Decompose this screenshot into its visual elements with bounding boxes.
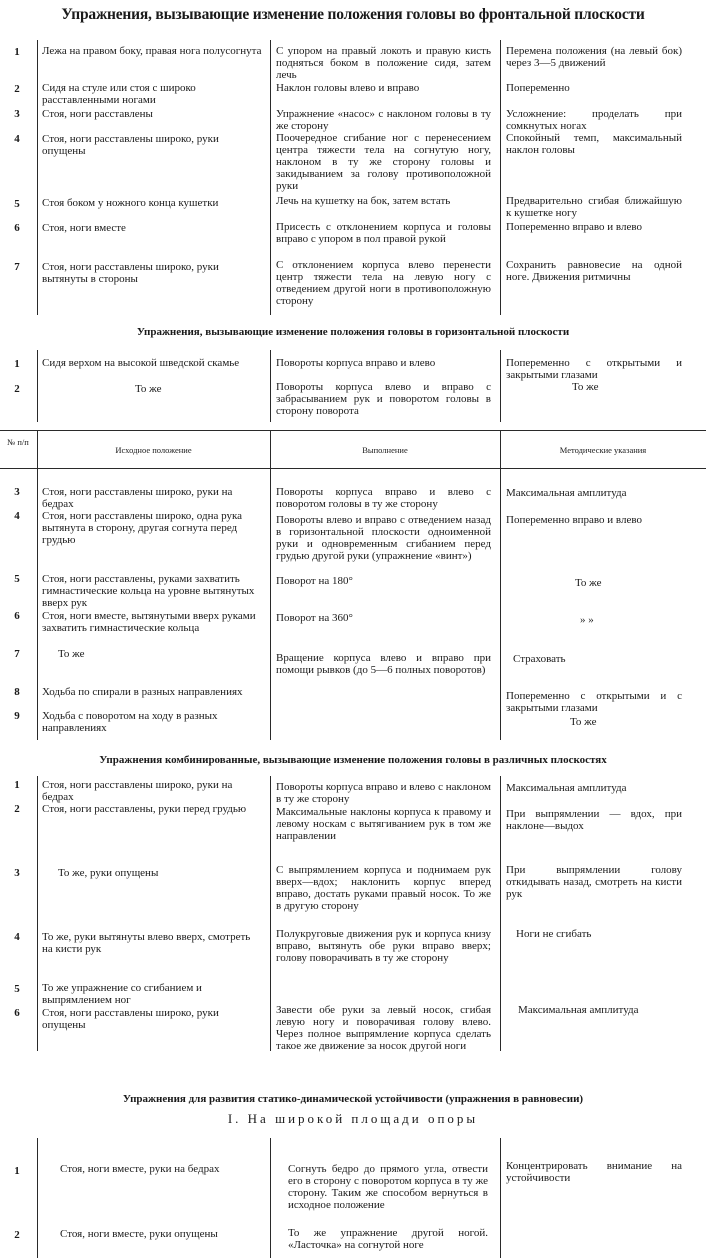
cell-execution: С отклонением корпуса влево перенести центр тяжести тела на левую ногу с отведением другой ноги в противоположную сторону [276, 259, 491, 307]
cell-initial-position: Стоя, ноги расставлены, руками захватить гимнастические кольца на уровне вытянутых вверх рук [42, 573, 255, 609]
column-divider [500, 350, 501, 422]
header-number: № п/п [7, 437, 29, 447]
cell-method-notes: При выпрямлении — вдох, при наклоне—выдох [506, 808, 682, 832]
row-number: 8 [14, 686, 20, 698]
cell-initial-position: Стоя, ноги расставлены широко, руки опущены [42, 133, 219, 157]
column-divider [270, 350, 271, 422]
cell-execution: Повороты корпуса вправо и влево с поворотом головы в ту же сторону [276, 486, 491, 510]
cell-method-notes: Спокойный темп, максимальный наклон головы [506, 132, 682, 156]
cell-execution: Лечь на кушетку на бок, затем встать [276, 195, 451, 207]
cell-method-notes: То же [575, 577, 602, 589]
cell-initial-position: Стоя, ноги вместе [42, 222, 126, 234]
row-number: 4 [14, 931, 20, 943]
row-number: 5 [14, 573, 20, 585]
cell-initial-position: Стоя, ноги вместе, руки опущены [60, 1228, 218, 1240]
cell-initial-position: Стоя, ноги вместе, вытянутыми вверх руками захватить гимнастические кольца [42, 610, 256, 634]
row-number: 4 [14, 510, 20, 522]
column-divider [500, 40, 501, 315]
row-number: 2 [14, 803, 20, 815]
cell-execution: Максимальные наклоны корпуса к правому и левому носкам с вытягиванием рук в том же направлении [276, 806, 491, 842]
cell-initial-position: Стоя боком у ножного конца кушетки [42, 197, 219, 209]
cell-method-notes: Усложнение: проделать при сомкнутых ногах [506, 108, 682, 132]
column-divider [270, 468, 271, 740]
cell-method-notes: Попеременно вправо и влево [506, 221, 642, 233]
row-number: 5 [14, 198, 20, 210]
cell-execution: Поворот на 180° [276, 575, 353, 587]
row-number: 2 [14, 83, 20, 95]
header-initial-position: Исходное положение [115, 445, 192, 455]
cell-execution: Присесть с отклонением корпуса и головы вправо с упором в пол правой рукой [276, 221, 491, 245]
section-title: Упражнения, вызывающие изменение положения головы в горизонтальной плоскости [136, 326, 570, 338]
cell-execution: Вращение корпуса влево и вправо при помощи рывков (до 5—6 полных поворотов) [276, 652, 491, 676]
cell-initial-position: Стоя, ноги расставлены [42, 108, 153, 120]
column-divider [270, 40, 271, 315]
cell-execution: С упором на правый локоть и правую кисть подняться боком в положение сидя, затем лечь [276, 45, 491, 81]
cell-initial-position: То же, руки опущены [58, 867, 159, 879]
cell-initial-position: То же [58, 648, 85, 660]
cell-initial-position: Стоя, ноги расставлены широко, руки на бедрах [42, 779, 233, 803]
cell-execution: Полукруговые движения рук и корпуса книзу вправо, вытянуть обе руки вправо вверх; голову поворачивать в ту же сторону [276, 928, 491, 964]
cell-method-notes: Попеременно вправо и влево [506, 514, 642, 526]
column-divider [270, 776, 271, 1051]
row-number: 1 [14, 779, 20, 791]
cell-method-notes: То же [572, 381, 599, 393]
cell-initial-position: Ходьба по спирали в разных направлениях [42, 686, 243, 698]
cell-method-notes: Попеременно с открытыми и с закрытыми глазами [506, 690, 682, 714]
row-number: 2 [14, 383, 20, 395]
row-number: 1 [14, 46, 20, 58]
row-number: 6 [14, 1007, 20, 1019]
row-number: 7 [14, 648, 20, 660]
cell-initial-position: Стоя, ноги вместе, руки на бедрах [60, 1163, 220, 1175]
page-title: Упражнения, вызывающие изменение положения головы во фронтальной плоскости [61, 6, 645, 23]
cell-method-notes: Сохранить равновесие на одной ноге. Движения ритмичны [506, 259, 682, 283]
header-method-notes: Методические указания [559, 445, 647, 455]
cell-method-notes: Максимальная амплитуда [506, 782, 627, 794]
cell-method-notes: Максимальная амплитуда [518, 1004, 639, 1016]
cell-initial-position: То же, руки вытянуты влево вверх, смотреть на кисти рук [42, 931, 251, 955]
cell-method-notes: То же [570, 716, 597, 728]
cell-method-notes: Попеременно с открытыми и закрытыми глазами [506, 357, 682, 381]
row-number: 6 [14, 222, 20, 234]
row-number: 1 [14, 358, 20, 370]
section-subtitle: I. На широкой площади опоры [227, 1111, 479, 1126]
section-title: Упражнения комбинированные, вызывающие изменение положения головы в различных плоскостях [99, 754, 607, 766]
column-divider [37, 1138, 38, 1258]
cell-execution: Поворот на 360° [276, 612, 353, 624]
cell-execution: Завести обе руки за левый носок, сгибая левую ногу и поворачивая голову влево. Через полное выпрямление корпуса сделать такое же движение за носок другой ноги [276, 1004, 491, 1052]
column-divider [500, 1138, 501, 1258]
header-execution: Выполнение [362, 445, 408, 455]
cell-initial-position: Лежа на правом боку, правая нога полусогнута [42, 45, 262, 57]
row-number: 4 [14, 133, 20, 145]
cell-initial-position: Сидя на стуле или стоя с широко расставленными ногами [42, 82, 196, 106]
cell-initial-position: Стоя, ноги расставлены широко, руки опущены [42, 1007, 219, 1031]
column-divider [37, 776, 38, 1051]
table-header-top-border [0, 430, 706, 431]
cell-execution: С выпрямлением корпуса и поднимаем рук вверх—вдох; наклонить корпус вперед вправо, достать руками правый носок. То же в другую сторону [276, 864, 491, 912]
row-number: 5 [14, 983, 20, 995]
cell-method-notes: Страховать [513, 653, 566, 665]
cell-initial-position: Стоя, ноги расставлены широко, руки на бедрах [42, 486, 233, 510]
cell-execution: Упражнение «насос» с наклоном головы в ту же сторону [276, 108, 491, 132]
row-number: 6 [14, 610, 20, 622]
cell-initial-position: То же [135, 383, 162, 395]
cell-method-notes: Перемена положения (на левый бок) через 3—5 движений [506, 45, 682, 69]
cell-execution: Повороты влево и вправо с отведением назад в горизонтальной плоскости одноименной руки и одновременным сгибанием перед грудью другой руки (упражнение «винт») [276, 514, 491, 562]
row-number: 2 [14, 1229, 20, 1241]
section-title: Упражнения для развития статико-динамической устойчивости (упражнения в равновесии) [122, 1093, 584, 1105]
cell-execution: Повороты корпуса вправо и влево с наклоном в ту же сторону [276, 781, 491, 805]
column-divider [37, 350, 38, 422]
cell-initial-position: Стоя, ноги расставлены, руки перед грудью [42, 803, 247, 815]
cell-execution: Повороты корпуса вправо и влево [276, 357, 436, 369]
cell-initial-position: Ходьба с поворотом на ходу в разных направлениях [42, 710, 218, 734]
cell-method-notes: » » [580, 614, 594, 626]
cell-execution: Согнуть бедро до прямого угла, отвести его в сторону с поворотом корпуса в ту же сторону. Таким же способом вернуться в исходное положение [288, 1163, 488, 1211]
column-divider [37, 40, 38, 315]
cell-method-notes: При выпрямлении голову откидывать назад, смотреть на кисти рук [506, 864, 682, 900]
table-header-bottom-border [0, 468, 706, 469]
cell-execution: То же упражнение другой ногой. «Ласточка» на согнутой ноге [288, 1227, 488, 1251]
cell-initial-position: Стоя, ноги расставлены широко, руки вытянуты в стороны [42, 261, 219, 285]
row-number: 3 [14, 108, 20, 120]
column-divider [500, 776, 501, 1051]
cell-method-notes: Предварительно сгибая ближайшую к кушетке ногу [506, 195, 682, 219]
cell-method-notes: Максимальная амплитуда [506, 487, 627, 499]
cell-initial-position: Стоя, ноги расставлены широко, одна рука вытянута в сторону, другая согнута перед грудью [42, 510, 243, 546]
row-number: 3 [14, 867, 20, 879]
cell-initial-position: То же упражнение со сгибанием и выпрямлением ног [42, 982, 202, 1006]
row-number: 3 [14, 486, 20, 498]
cell-execution: Поочередное сгибание ног с перенесением центра тяжести тела на согнутую ногу, наклоном в ту же сторону головы и закидыванием за голову противоположной руки [276, 132, 491, 192]
column-divider [500, 468, 501, 740]
row-number: 9 [14, 710, 20, 722]
column-divider [37, 468, 38, 740]
column-divider [270, 1138, 271, 1258]
cell-initial-position: Сидя верхом на высокой шведской скамье [42, 357, 240, 369]
cell-execution: Повороты корпуса влево и вправо с забрасыванием рук и поворотом головы в сторону поворота [276, 381, 491, 417]
cell-execution: Наклон головы влево и вправо [276, 82, 420, 94]
cell-method-notes: Концентрировать внимание на устойчивости [506, 1160, 682, 1184]
row-number: 1 [14, 1165, 20, 1177]
cell-method-notes: Попеременно [506, 82, 570, 94]
cell-method-notes: Ноги не сгибать [516, 928, 592, 940]
row-number: 7 [14, 261, 20, 273]
